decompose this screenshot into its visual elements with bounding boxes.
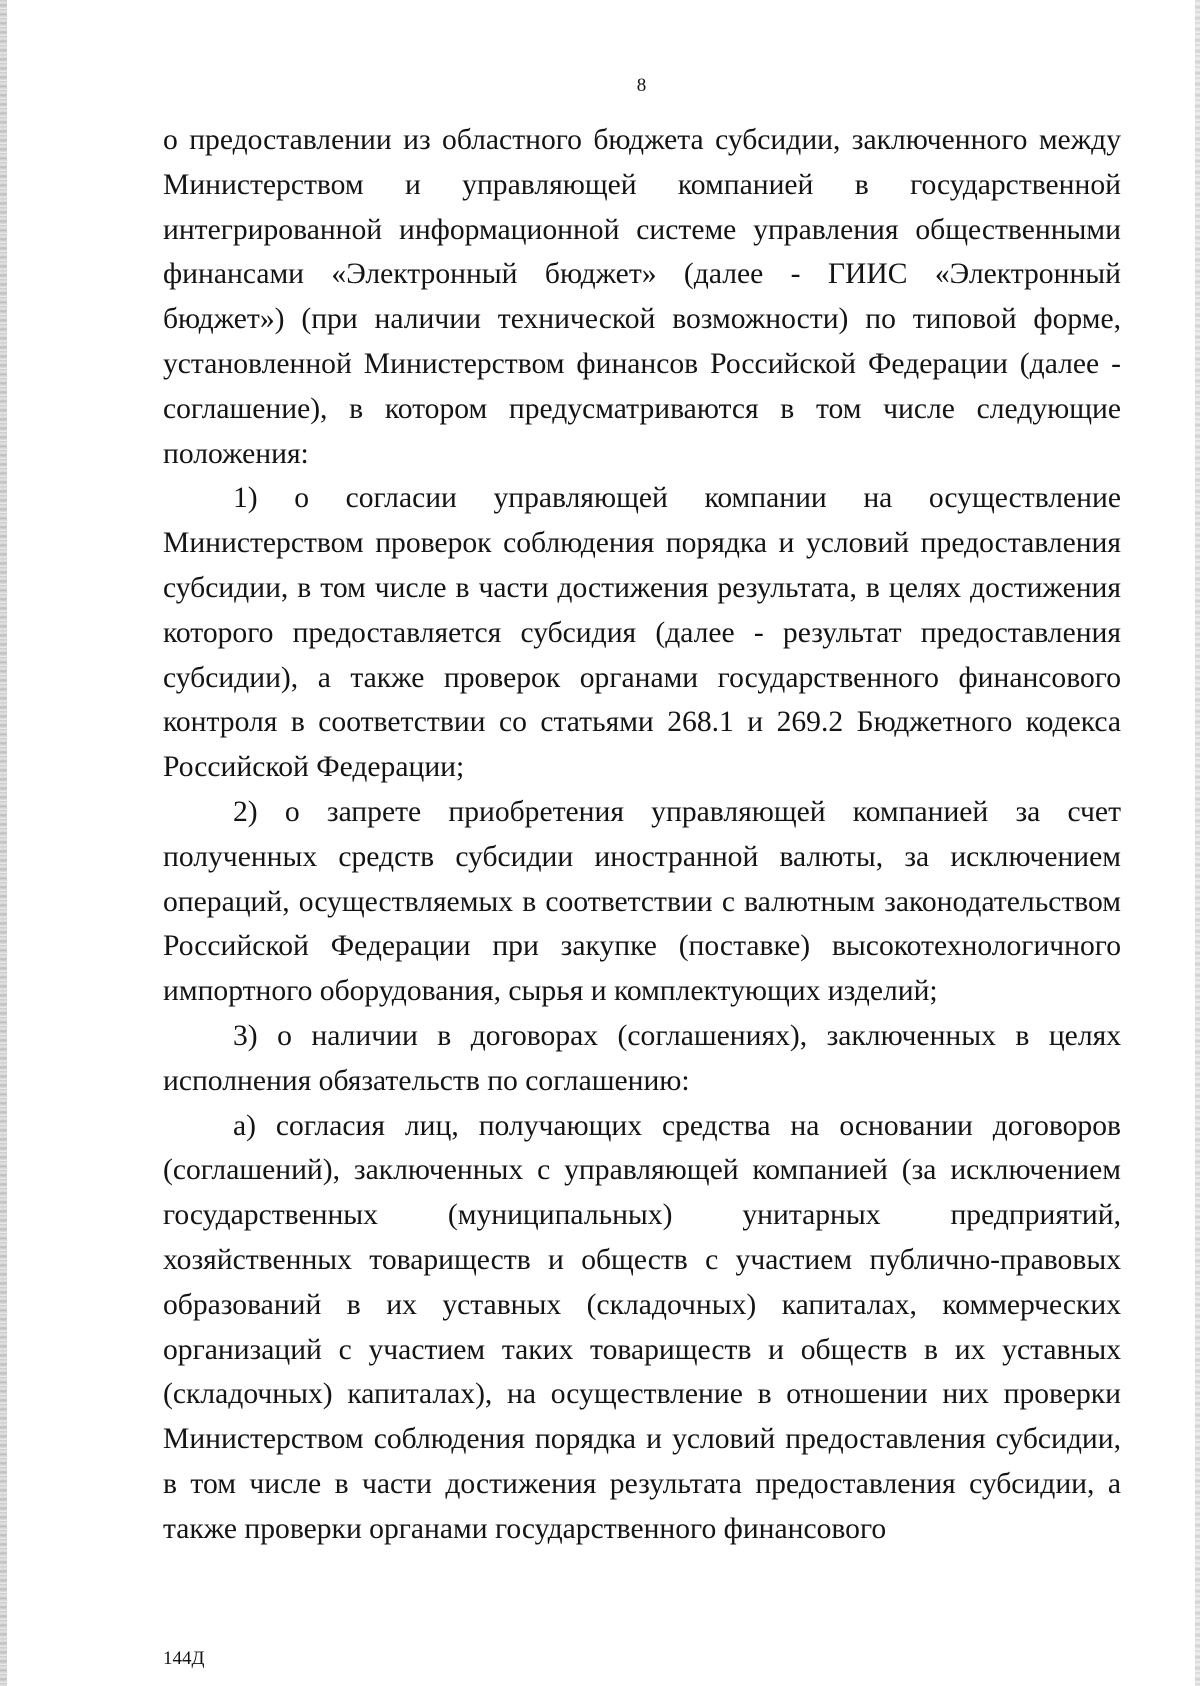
paragraph-intro: о предоставлении из областного бюджета субсидии, заключенного между Министерством и управляющей компанией в государственной интегрированной информационной системе управления общественными финансами «Электронный бюджет» (далее - ГИИС «Электронный бюджет») (при наличии технической возможности) по типовой форме, установленной Министерством финансов Российской Федерации (далее - соглашение), в котором предусматриваются в том числе следующие положения: <box>163 124 1121 470</box>
paragraph-item-3: 3) о наличии в договорах (соглашениях), заключенных в целях исполнения обязательств по соглашению: <box>163 1019 1121 1097</box>
paragraph-subitem-a: а) согласия лиц, получающих средства на основании договоров (соглашений), заключенных с управляющей компанией (за исключением государственных (муниципальных) унитарных предприятий, хозяйственных товариществ и обществ с участием публично-правовых образований в их уставных (складочных) капиталах, коммерческих организаций с участием таких товариществ и обществ в их уставных (складочных) капиталах), на осуществление в отношении них проверки Министерством соблюдения порядка и условий предоставления субсидии, в том числе в части достижения результата предоставления субсидии, а также проверки органами государственного финансового <box>163 1109 1121 1545</box>
document-body <box>163 118 1121 1552</box>
page-number: 8 <box>636 75 647 96</box>
scan-edge-right <box>1195 0 1200 1686</box>
scan-edge-left <box>0 0 7 1686</box>
paragraph-item-1: 1) о согласии управляющей компании на осуществление Министерством проверок соблюдения порядка и условий предоставления субсидии, в том числе в части достижения результата, в целях достижения которого предоставляется субсидия (далее - результат предоставления субсидии), а также проверок органами государственного финансового контроля в соответствии со статьями 268.1 и 269.2 Бюджетного кодекса Российской Федерации; <box>163 482 1121 784</box>
document-code: 144Д <box>163 1648 205 1669</box>
paragraph-item-2: 2) о запрете приобретения управляющей компанией за счет полученных средств субсидии иностранной валюты, за исключением операций, осуществляемых в соответствии с валютным законодательством Российской Федерации при закупке (поставке) высокотехнологичного импортного оборудования, сырья и комплектующих изделий; <box>163 795 1121 1008</box>
